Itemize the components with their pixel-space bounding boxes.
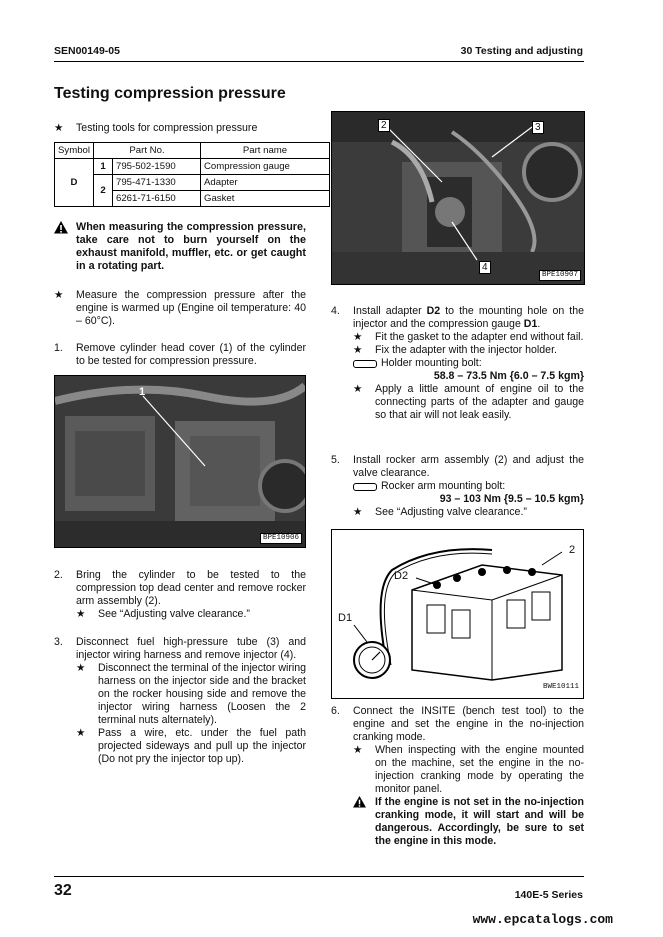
measure-note — [54, 289, 306, 328]
step-subtext: Apply a little amount of engine oil to the connecting parts of the adapter and gauge so that air will not leak easily. — [375, 383, 584, 421]
step-subtext: See “Adjusting valve clearance.” — [98, 608, 250, 620]
step-subtext: Pass a wire, etc. under the fuel path projected sideways and pull up the injector (Do not pry the injector top up). — [98, 727, 306, 765]
step-subtext: Fix the adapter with the injector holder. — [375, 344, 557, 356]
step-6 — [331, 705, 584, 848]
step-subtext: Disconnect the terminal of the injector wiring harness on the injector side and the bracket on the rocker housing side and remove the injector wiring harness (Loosen the 2 terminal nuts alternately). — [98, 662, 306, 726]
star-marker: ★ — [353, 344, 363, 356]
figure-label: D1 — [338, 612, 353, 624]
figure-label: D2 — [394, 570, 409, 582]
photo-injector — [331, 111, 585, 285]
figure-compression-gauge — [331, 529, 584, 699]
doc-number: SEN00149-05 — [54, 45, 120, 57]
tools-table — [54, 142, 330, 207]
table-cell-num: 2 — [94, 175, 113, 207]
section-title: 30 Testing and adjusting — [460, 45, 583, 57]
star-marker: ★ — [353, 744, 363, 756]
step-subtext: When inspecting with the engine mounted on the machine, set the engine in the no-injection cranking mode by operating the monitor panel. — [375, 744, 584, 795]
photo-label: 3 — [532, 121, 544, 134]
step-subtext: See “Adjusting valve clearance.” — [375, 506, 527, 518]
step-number: 4. — [331, 305, 340, 317]
table-cell-partno: 795-471-1330 — [113, 175, 201, 191]
figure-caption: BPE10906 — [260, 533, 302, 544]
measure-note-text: Measure the compression pressure after the engine is warmed up (Engine oil temperature: 40 – 60°C). — [76, 289, 306, 327]
table-header: Part No. — [94, 143, 201, 159]
warning-text: If the engine is not set in the no-injection cranking mode, it will start and will be dangerous. Accordingly, be sure to set the engine in this mode. — [375, 796, 584, 847]
step-number: 3. — [54, 636, 63, 648]
table-cell-partno: 6261-71-6150 — [113, 191, 201, 207]
table-header: Symbol — [55, 143, 94, 159]
star-marker: ★ — [54, 289, 64, 301]
torque-spec: Holder mounting bolt: — [353, 357, 482, 370]
star-marker: ★ — [76, 727, 86, 739]
star-marker: ★ — [76, 608, 86, 620]
step-text: Install adapter D2 to the mounting hole on the injector and the compression gauge D1. — [353, 305, 585, 330]
header-rule — [54, 61, 584, 62]
warning-icon — [353, 796, 375, 848]
star-marker: ★ — [353, 383, 363, 395]
table-cell-name: Gasket — [201, 191, 330, 207]
warning-text: When measuring the compression pressure, take care not to burn yourself on the exhaust manifold, muffler, etc. or get caught in a rotating part. — [76, 221, 306, 272]
table-cell-name: Adapter — [201, 175, 330, 191]
figure-caption: BPE10907 — [539, 270, 581, 281]
step-number: 6. — [331, 705, 340, 717]
footer-rule — [54, 876, 584, 877]
step-text: Connect the INSITE (bench test tool) to the engine and set the engine in the no-injection cranking mode. — [353, 705, 584, 743]
step-5 — [331, 454, 584, 519]
photo-cylinder-head-cover — [54, 375, 306, 548]
step-2 — [54, 569, 306, 621]
warning-burn — [54, 221, 306, 273]
table-cell-name: Compression gauge — [201, 159, 330, 175]
star-marker: ★ — [353, 331, 363, 343]
table-header: Part name — [201, 143, 330, 159]
star-marker: ★ — [353, 506, 363, 518]
star-marker: ★ — [76, 662, 86, 674]
page-number: 32 — [54, 882, 72, 899]
step-3 — [54, 636, 306, 766]
step-text: Remove cylinder head cover (1) of the cylinder to be tested for compression pressure. — [76, 342, 306, 367]
torque-value: 58.8 – 73.5 Nm {6.0 – 7.5 kgm} — [433, 370, 584, 382]
torque-value: 93 – 103 Nm {9.5 – 10.5 kgm} — [439, 493, 584, 505]
wrench-icon — [353, 483, 377, 491]
page-title: Testing compression pressure — [54, 85, 286, 102]
torque-spec: Rocker arm mounting bolt: — [353, 480, 505, 493]
step-number: 1. — [54, 342, 63, 354]
warning-icon — [54, 221, 76, 273]
step-number: 2. — [54, 569, 63, 581]
table-cell-partno: 795-502-1590 — [113, 159, 201, 175]
step-subtext: Fit the gasket to the adapter end without fail. — [375, 331, 584, 343]
tools-intro-text: Testing tools for compression pressure — [76, 122, 258, 134]
photo-label: 4 — [479, 261, 491, 274]
table-cell-num: 1 — [94, 159, 113, 175]
step-4 — [331, 305, 584, 422]
step-number: 5. — [331, 454, 340, 466]
table-cell-symbol: D — [55, 159, 94, 207]
step-1 — [54, 342, 306, 368]
tools-intro — [54, 122, 306, 135]
watermark: www.epcatalogs.com — [472, 912, 613, 927]
figure-label: 2 — [569, 544, 576, 556]
step-text: Bring the cylinder to be tested to the compression top dead center and remove rocker arm assembly (2). — [76, 569, 306, 607]
photo-label: 1 — [139, 386, 146, 398]
photo-label: 2 — [378, 119, 390, 132]
figure-caption: BWE10111 — [542, 683, 579, 691]
star-marker: ★ — [54, 122, 64, 134]
wrench-icon — [353, 360, 377, 368]
series-name: 140E-5 Series — [514, 889, 583, 901]
step-text: Disconnect fuel high-pressure tube (3) and injector wiring harness and remove injector (4). — [76, 636, 306, 661]
step-text: Install rocker arm assembly (2) and adjust the valve clearance. — [353, 454, 584, 479]
